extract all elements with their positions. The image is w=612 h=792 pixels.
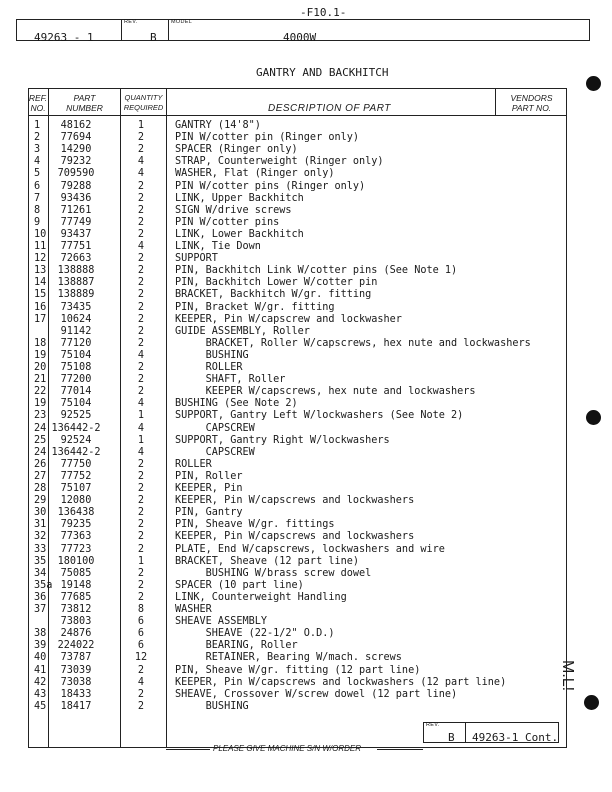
description-cell: PIN, Backhitch Lower W/cotter pin <box>175 277 378 289</box>
description-cell: ROLLER <box>175 458 212 470</box>
quantity-cell: 2 <box>137 301 145 313</box>
ref-header: REF. NO. <box>28 93 48 113</box>
ref-cell: 32 <box>34 531 47 543</box>
description-cell: PIN, Gantry <box>175 507 243 519</box>
description-cell: PLATE, End W/capscrews, lockwashers and wire <box>175 543 445 555</box>
punch-hole <box>584 695 599 710</box>
part-number-cell: 138889 <box>57 289 95 301</box>
ref-cell: 11 <box>34 241 47 252</box>
part-number-cell: 18433 <box>60 688 92 700</box>
part-number-cell: 75107 <box>60 483 92 494</box>
table-row <box>28 362 567 374</box>
quantity-cell: 2 <box>137 543 145 555</box>
part-number-cell: 79235 <box>60 519 92 531</box>
header-rev-label: REV. <box>124 19 138 25</box>
description-cell: LINK, Upper Backhitch <box>175 192 304 204</box>
ref-cell: 3 <box>34 144 41 156</box>
part-number-cell: 224022 <box>57 640 95 652</box>
part-number-cell: 24876 <box>60 628 92 640</box>
quantity-cell: 1 <box>137 410 145 422</box>
part-number-cell: 77120 <box>60 337 92 349</box>
description-cell: KEEPER, Pin W/capscrew and lockwasher <box>175 313 402 325</box>
ref-cell: 41 <box>34 664 47 676</box>
description-cell: PIN W/cotter pin (Ringer only) <box>175 132 360 144</box>
ref-cell: 19 <box>34 349 47 361</box>
table-row <box>28 302 567 314</box>
header-rev-value: B <box>150 31 157 44</box>
ref-cell: 8 <box>34 204 41 216</box>
part-number-cell: 79232 <box>60 156 92 168</box>
quantity-cell: 2 <box>137 192 145 204</box>
ref-cell: 1 <box>34 120 41 131</box>
table-row <box>28 314 567 326</box>
description-cell: PIN, Sheave W/gr. fittings <box>175 519 335 531</box>
part-number-cell: 92525 <box>60 410 92 422</box>
quantity-cell: 2 <box>137 495 145 507</box>
ref-cell: 4 <box>34 156 41 168</box>
ref-cell: 24 <box>34 422 47 434</box>
quantity-cell: 8 <box>137 604 145 615</box>
quantity-cell: 2 <box>137 289 145 301</box>
quantity-cell: 4 <box>137 168 145 180</box>
ref-cell: 45 <box>34 700 47 712</box>
header-part-number: 49263 - 1 <box>34 31 94 44</box>
table-row <box>28 277 567 289</box>
quantity-cell: 4 <box>137 676 145 688</box>
table-row <box>28 120 567 132</box>
ref-cell: 26 <box>34 458 47 470</box>
ref-cell: 22 <box>34 386 47 398</box>
table-row <box>28 544 567 556</box>
quantity-cell: 2 <box>137 591 145 603</box>
part-number-cell: 73787 <box>60 652 92 664</box>
description-cell: BUSHING (See Note 2) <box>175 398 298 410</box>
description-cell: SUPPORT, Gantry Right W/lockwashers <box>175 434 390 446</box>
table-row <box>28 519 567 531</box>
footer-note: PLEASE GIVE MACHINE S/N W/ORDER <box>213 744 362 753</box>
part-number-header: PART NUMBER <box>66 93 103 113</box>
description-cell: BRACKET, Roller W/capscrews, hex nute and lockwashers <box>175 337 531 349</box>
quantity-cell: 2 <box>137 313 145 325</box>
quantity-cell: 2 <box>137 483 145 494</box>
ref-cell: 33 <box>34 543 47 555</box>
part-number-cell: 93436 <box>60 192 92 204</box>
quantity-cell: 2 <box>137 253 145 265</box>
quantity-cell: 2 <box>137 374 145 386</box>
description-cell: PIN, Roller <box>175 470 243 482</box>
table-row <box>28 531 567 543</box>
ref-cell: 39 <box>34 640 47 652</box>
description-cell: SPACER (Ringer only) <box>175 144 298 156</box>
quantity-cell: 2 <box>137 567 145 579</box>
quantity-cell: 2 <box>137 362 145 373</box>
ref-cell: 19 <box>34 398 47 410</box>
part-number-cell: 71261 <box>60 204 92 216</box>
part-number-cell: 136442-2 <box>51 446 101 458</box>
description-cell: WASHER <box>175 604 212 615</box>
ref-cell: 12 <box>34 253 47 265</box>
ref-cell: 43 <box>34 688 47 700</box>
part-number-cell: 709590 <box>57 168 95 180</box>
description-cell: PIN, Sheave W/gr. fitting (12 part line) <box>175 664 421 676</box>
table-row <box>28 628 567 640</box>
description-cell: STRAP, Counterweight (Ringer only) <box>175 156 384 168</box>
table-row <box>28 640 567 652</box>
quantity-cell: 2 <box>137 180 145 192</box>
table-row <box>28 398 567 410</box>
quantity-cell: 4 <box>137 422 145 434</box>
part-number-cell: 77200 <box>60 374 92 386</box>
description-cell: SHEAVE (22-1/2" O.D.) <box>175 628 335 640</box>
table-row <box>28 132 567 144</box>
header-model-label: MODEL <box>171 19 193 25</box>
part-number-cell: 75104 <box>60 398 92 410</box>
quantity-header: QUANTITY REQUIRED <box>123 93 164 112</box>
table-row <box>28 616 567 628</box>
ref-cell: 40 <box>34 652 47 664</box>
part-number-cell: 93437 <box>60 228 92 240</box>
part-number-cell: 73038 <box>60 676 92 688</box>
part-number-cell: 72663 <box>60 253 92 265</box>
part-number-cell: 180100 <box>57 555 95 567</box>
table-row <box>28 447 567 459</box>
part-number-cell: 48162 <box>60 120 92 131</box>
table-row <box>28 435 567 447</box>
quantity-cell: 2 <box>137 458 145 470</box>
ref-cell: 2 <box>34 132 41 144</box>
table-row <box>28 652 567 664</box>
description-cell: BUSHING W/brass screw dowel <box>175 567 372 579</box>
part-number-cell: 75108 <box>60 362 92 373</box>
table-row <box>28 217 567 229</box>
continued-label: 49263-1 Cont. <box>472 731 559 744</box>
description-cell: SIGN W/drive screws <box>175 204 292 216</box>
header-divider <box>168 19 169 41</box>
description-cell: BEARING, Roller <box>175 640 298 652</box>
ref-cell: 29 <box>34 495 47 507</box>
quantity-cell: 6 <box>137 640 145 652</box>
ref-cell: 36 <box>34 591 47 603</box>
part-number-cell: 75104 <box>60 349 92 361</box>
quantity-cell: 4 <box>137 349 145 361</box>
quantity-cell: 2 <box>137 265 145 277</box>
ref-cell: 23 <box>34 410 47 422</box>
part-number-cell: 14290 <box>60 144 92 156</box>
ref-cell: 16 <box>34 301 47 313</box>
table-row <box>28 495 567 507</box>
description-cell: LINK, Lower Backhitch <box>175 228 304 240</box>
description-cell: ROLLER <box>175 362 243 373</box>
table-row <box>28 253 567 265</box>
description-cell: GANTRY (14'8") <box>175 120 261 131</box>
quantity-cell: 2 <box>137 216 145 228</box>
footer-rule-right <box>377 749 423 750</box>
ref-cell: 37 <box>34 604 47 615</box>
description-cell: KEEPER, Pin W/capscrews and lockwashers <box>175 531 415 543</box>
table-row <box>28 423 567 435</box>
quantity-cell: 2 <box>137 204 145 216</box>
description-cell: SHEAVE, Crossover W/screw dowel (12 part line) <box>175 688 458 700</box>
description-cell: PIN, Backhitch Link W/cotter pins (See Note 1) <box>175 265 458 277</box>
table-row <box>28 507 567 519</box>
ref-cell: 27 <box>34 470 47 482</box>
quantity-cell: 2 <box>137 386 145 398</box>
quantity-cell: 2 <box>137 688 145 700</box>
description-cell: CAPSCREW <box>175 446 255 458</box>
table-row <box>28 604 567 616</box>
description-cell: BRACKET, Backhitch W/gr. fitting <box>175 289 372 301</box>
table-header-rule <box>28 115 567 116</box>
ref-cell: 5 <box>34 168 41 180</box>
ref-cell: 21 <box>34 374 47 386</box>
description-cell: KEEPER, Pin <box>175 483 243 494</box>
part-number-cell: 138888 <box>57 265 95 277</box>
ref-cell: 42 <box>34 676 47 688</box>
description-cell: PIN W/cotter pins <box>175 216 280 228</box>
quantity-cell: 6 <box>137 628 145 640</box>
part-number-cell: 138887 <box>57 277 95 289</box>
ref-cell: 14 <box>34 277 47 289</box>
description-cell: LINK, Counterweight Handling <box>175 591 347 603</box>
header-model-value: 4000W <box>283 31 317 44</box>
description-cell: KEEPER, Pin W/capscrews and lockwashers <box>175 495 415 507</box>
description-cell: BRACKET, Sheave (12 part line) <box>175 555 360 567</box>
description-cell: WASHER, Flat (Ringer only) <box>175 168 335 180</box>
section-title: GANTRY AND BACKHITCH <box>256 66 389 79</box>
page-number: -F10.1- <box>300 6 347 19</box>
part-number-cell: 77694 <box>60 132 92 144</box>
part-number-cell: 77751 <box>60 241 92 252</box>
ref-cell: 35 <box>34 555 47 567</box>
part-number-cell: 91142 <box>60 325 92 337</box>
table-row <box>28 701 567 713</box>
ref-cell: 6 <box>34 180 41 192</box>
quantity-cell: 2 <box>137 579 145 591</box>
table-row <box>28 580 567 592</box>
quantity-cell: 2 <box>137 228 145 240</box>
table-row <box>28 689 567 701</box>
ref-cell: 13 <box>34 265 47 277</box>
table-row <box>28 386 567 398</box>
part-number-cell: 92524 <box>60 434 92 446</box>
table-row <box>28 168 567 180</box>
description-cell: PIN, Bracket W/gr. fitting <box>175 301 335 313</box>
part-number-cell: 77363 <box>60 531 92 543</box>
table-row <box>28 241 567 253</box>
part-number-cell: 75085 <box>60 567 92 579</box>
description-cell: SUPPORT <box>175 253 218 265</box>
description-cell: SUPPORT, Gantry Left W/lockwashers (See Note 2) <box>175 410 464 422</box>
part-number-cell: 10624 <box>60 313 92 325</box>
table-row <box>28 568 567 580</box>
quantity-cell: 2 <box>137 277 145 289</box>
ref-cell: 17 <box>34 313 47 325</box>
ref-cell: 10 <box>34 228 47 240</box>
table-row <box>28 193 567 205</box>
part-number-cell: 77723 <box>60 543 92 555</box>
table-row <box>28 483 567 495</box>
table-row <box>28 156 567 168</box>
margin-mark: M.L! <box>559 660 576 692</box>
description-header: DESCRIPTION OF PART <box>268 103 391 114</box>
footer-rule-left <box>166 749 210 750</box>
table-row <box>28 350 567 362</box>
part-number-cell: 73039 <box>60 664 92 676</box>
description-cell: SHEAVE ASSEMBLY <box>175 616 268 628</box>
part-number-cell: 136438 <box>57 507 95 519</box>
ref-cell: 35a <box>34 579 53 591</box>
ref-cell: 25 <box>34 434 47 446</box>
bottom-box-divider <box>465 722 466 743</box>
part-number-cell: 19148 <box>60 579 92 591</box>
part-number-cell: 77685 <box>60 591 92 603</box>
ref-cell: 18 <box>34 337 47 349</box>
description-cell: KEEPER W/capscrews, hex nute and lockwashers <box>175 386 476 398</box>
ref-cell: 31 <box>34 519 47 531</box>
quantity-cell: 1 <box>137 120 145 131</box>
table-row <box>28 374 567 386</box>
table-row <box>28 677 567 689</box>
description-cell: LINK, Tie Down <box>175 241 261 252</box>
description-cell: GUIDE ASSEMBLY, Roller <box>175 325 310 337</box>
quantity-cell: 2 <box>137 664 145 676</box>
ref-cell: 28 <box>34 483 47 494</box>
quantity-cell: 2 <box>137 337 145 349</box>
table-row <box>28 265 567 277</box>
table-row <box>28 556 567 568</box>
table-row <box>28 665 567 677</box>
quantity-cell: 4 <box>137 241 145 252</box>
description-cell: SPACER (10 part line) <box>175 579 304 591</box>
part-number-cell: 77749 <box>60 216 92 228</box>
table-row <box>28 410 567 422</box>
ref-cell: 20 <box>34 362 47 373</box>
quantity-cell: 12 <box>134 652 148 664</box>
quantity-cell: 2 <box>137 507 145 519</box>
part-number-cell: 77752 <box>60 470 92 482</box>
description-cell: CAPSCREW <box>175 422 255 434</box>
punch-hole <box>586 410 601 425</box>
ref-cell: 9 <box>34 216 41 228</box>
part-number-cell: 73803 <box>60 616 92 628</box>
part-number-cell: 79288 <box>60 180 92 192</box>
ref-cell: 7 <box>34 192 41 204</box>
ref-cell: 24 <box>34 446 47 458</box>
quantity-cell: 4 <box>137 398 145 410</box>
ref-cell: 30 <box>34 507 47 519</box>
table-row <box>28 144 567 156</box>
quantity-cell: 4 <box>137 156 145 168</box>
quantity-cell: 2 <box>137 132 145 144</box>
description-cell: PIN W/cotter pins (Ringer only) <box>175 180 366 192</box>
table-row <box>28 592 567 604</box>
quantity-cell: 2 <box>137 700 145 712</box>
description-cell: RETAINER, Bearing W/mach. screws <box>175 652 402 664</box>
quantity-cell: 2 <box>137 470 145 482</box>
quantity-cell: 6 <box>137 616 145 628</box>
description-cell: BUSHING <box>175 700 249 712</box>
punch-hole <box>586 76 601 91</box>
description-cell: BUSHING <box>175 349 249 361</box>
table-row <box>28 471 567 483</box>
part-number-cell: 77750 <box>60 458 92 470</box>
table-row <box>28 229 567 241</box>
ref-cell: 15 <box>34 289 47 301</box>
quantity-cell: 2 <box>137 325 145 337</box>
table-row <box>28 459 567 471</box>
part-number-cell: 77014 <box>60 386 92 398</box>
ref-cell: 34 <box>34 567 47 579</box>
table-row <box>28 338 567 350</box>
quantity-cell: 2 <box>137 519 145 531</box>
table-row <box>28 205 567 217</box>
header-divider <box>121 19 122 41</box>
table-row <box>28 326 567 338</box>
description-cell: SHAFT, Roller <box>175 374 286 386</box>
part-number-cell: 73435 <box>60 301 92 313</box>
quantity-cell: 2 <box>137 531 145 543</box>
quantity-cell: 2 <box>137 144 145 156</box>
part-number-cell: 73812 <box>60 604 92 615</box>
quantity-cell: 1 <box>137 555 145 567</box>
bottom-rev-label: REV. <box>426 722 440 728</box>
table-row <box>28 181 567 193</box>
part-number-cell: 12080 <box>60 495 92 507</box>
part-number-cell: 136442-2 <box>51 422 101 434</box>
ref-cell: 38 <box>34 628 47 640</box>
description-cell: KEEPER, Pin W/capscrews and lockwashers (12 part line) <box>175 676 507 688</box>
quantity-cell: 4 <box>137 446 145 458</box>
vendors-header: VENDORS PART NO. <box>510 93 553 113</box>
part-number-cell: 18417 <box>60 700 92 712</box>
bottom-rev-value: B <box>448 731 455 744</box>
quantity-cell: 1 <box>137 434 145 446</box>
table-row <box>28 289 567 301</box>
